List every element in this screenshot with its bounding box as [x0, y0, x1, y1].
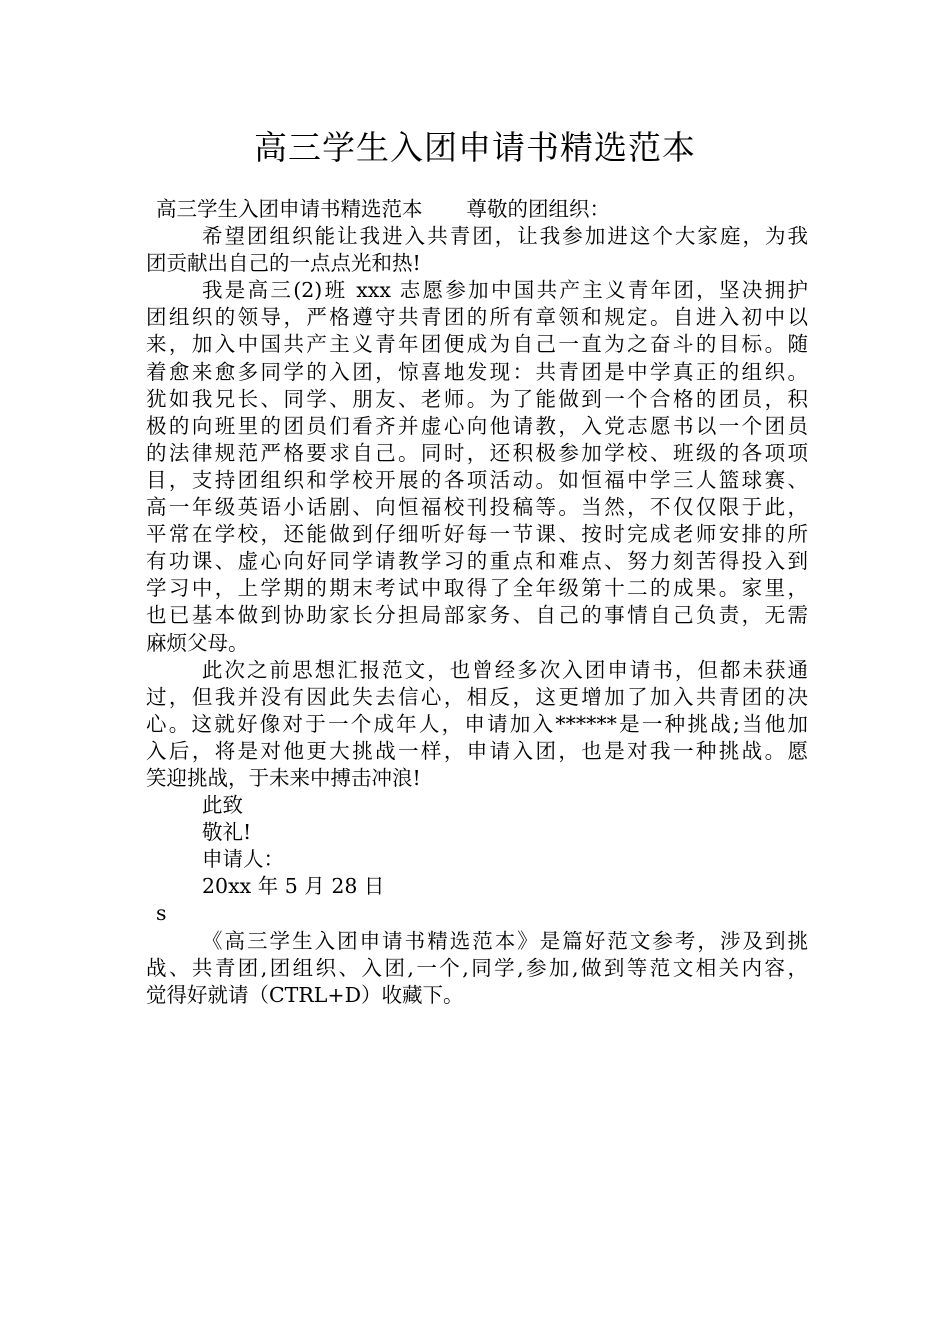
paragraph-line: 也已基本做到协助家长分担局部家务、自己的事情自己负责，无需: [146, 603, 808, 628]
document-title: 高三学生入团申请书精选范本: [254, 128, 696, 167]
footer-line: 战、共青团,团组织、入团,一个,同学,参加,做到等范文相关内容，: [146, 955, 808, 980]
closing-line: 此致: [202, 793, 243, 818]
paragraph-line: 希望团组织能让我进入共青团，让我参加进这个大家庭，为我: [202, 224, 808, 249]
header-line: [146, 196, 808, 223]
paragraph-line: 心。这就好像对于一个成年人，申请加入******是一种挑战;当他加: [146, 711, 808, 736]
paragraph-line: 我是高三(2)班 xxx 志愿参加中国共产主义青年团，坚决拥护: [202, 278, 808, 303]
paragraph-line: 有功课、虚心向好同学请教学习的重点和难点、努力刻苦得投入到: [146, 549, 808, 574]
paragraph-line: 此次之前思想汇报范文，也曾经多次入团申请书，但都未获通: [202, 657, 808, 682]
paragraph-line: 团贡献出自己的一点点光和热!: [146, 251, 421, 276]
paragraph-line: 平常在学校，还能做到仔细听好每一节课、按时完成老师安排的所: [146, 522, 808, 547]
paragraph-line: 高一年级英语小话剧、向恒福校刊投稿等。当然，不仅仅限于此，: [146, 495, 808, 520]
paragraph-line: 目，支持团组织和学校开展的各项活动。如恒福中学三人篮球赛、: [146, 467, 808, 492]
applicant-label: 申请人：: [202, 847, 284, 872]
paragraph-line: 过，但我并没有因此失去信心，相反，这更增加了加入共青团的决: [146, 684, 808, 709]
paragraph-line: 麻烦父母。: [146, 630, 249, 655]
footer-line: 《高三学生入团申请书精选范本》是篇好范文参考，涉及到挑: [202, 928, 808, 953]
paragraph-line: 的法律规范严格要求自己。同时，还积极参加学校、班级的各项项: [146, 440, 808, 465]
subtitle: 高三学生入团申请书精选范本: [156, 197, 423, 221]
paragraph-line: 团组织的领导，严格遵守共青团的所有章领和规定。自进入初中以: [146, 305, 808, 330]
application-date: 20xx 年 5 月 28 日: [202, 874, 385, 899]
footer-line: 觉得好就请（CTRL+D）收藏下。: [146, 982, 464, 1007]
paragraph-line: 学习中，上学期的期末考试中取得了全年级第十二的成果。家里，: [146, 576, 808, 601]
paragraph-line: 来，加入中国共产主义青年团便成为自己一直为之奋斗的目标。随: [146, 332, 808, 357]
salutation: 尊敬的团组织：: [466, 197, 610, 221]
paragraph-line: 笑迎挑战，于未来中搏击冲浪!: [146, 765, 421, 790]
paragraph-line: 着愈来愈多同学的入团，惊喜地发现：共青团是中学真正的组织。: [146, 359, 808, 384]
paragraph-line: 入后，将是对他更大挑战一样，申请入团，也是对我一种挑战。愿: [146, 738, 808, 763]
paragraph-line: 极的向班里的团员们看齐并虚心向他请教，入党志愿书以一个团员: [146, 413, 808, 438]
paragraph-line: 犹如我兄长、同学、朋友、老师。为了能做到一个合格的团员，积: [146, 386, 808, 411]
stray-mark: s: [156, 901, 167, 926]
document-body: [146, 196, 808, 1009]
closing-line: 敬礼!: [202, 820, 252, 845]
